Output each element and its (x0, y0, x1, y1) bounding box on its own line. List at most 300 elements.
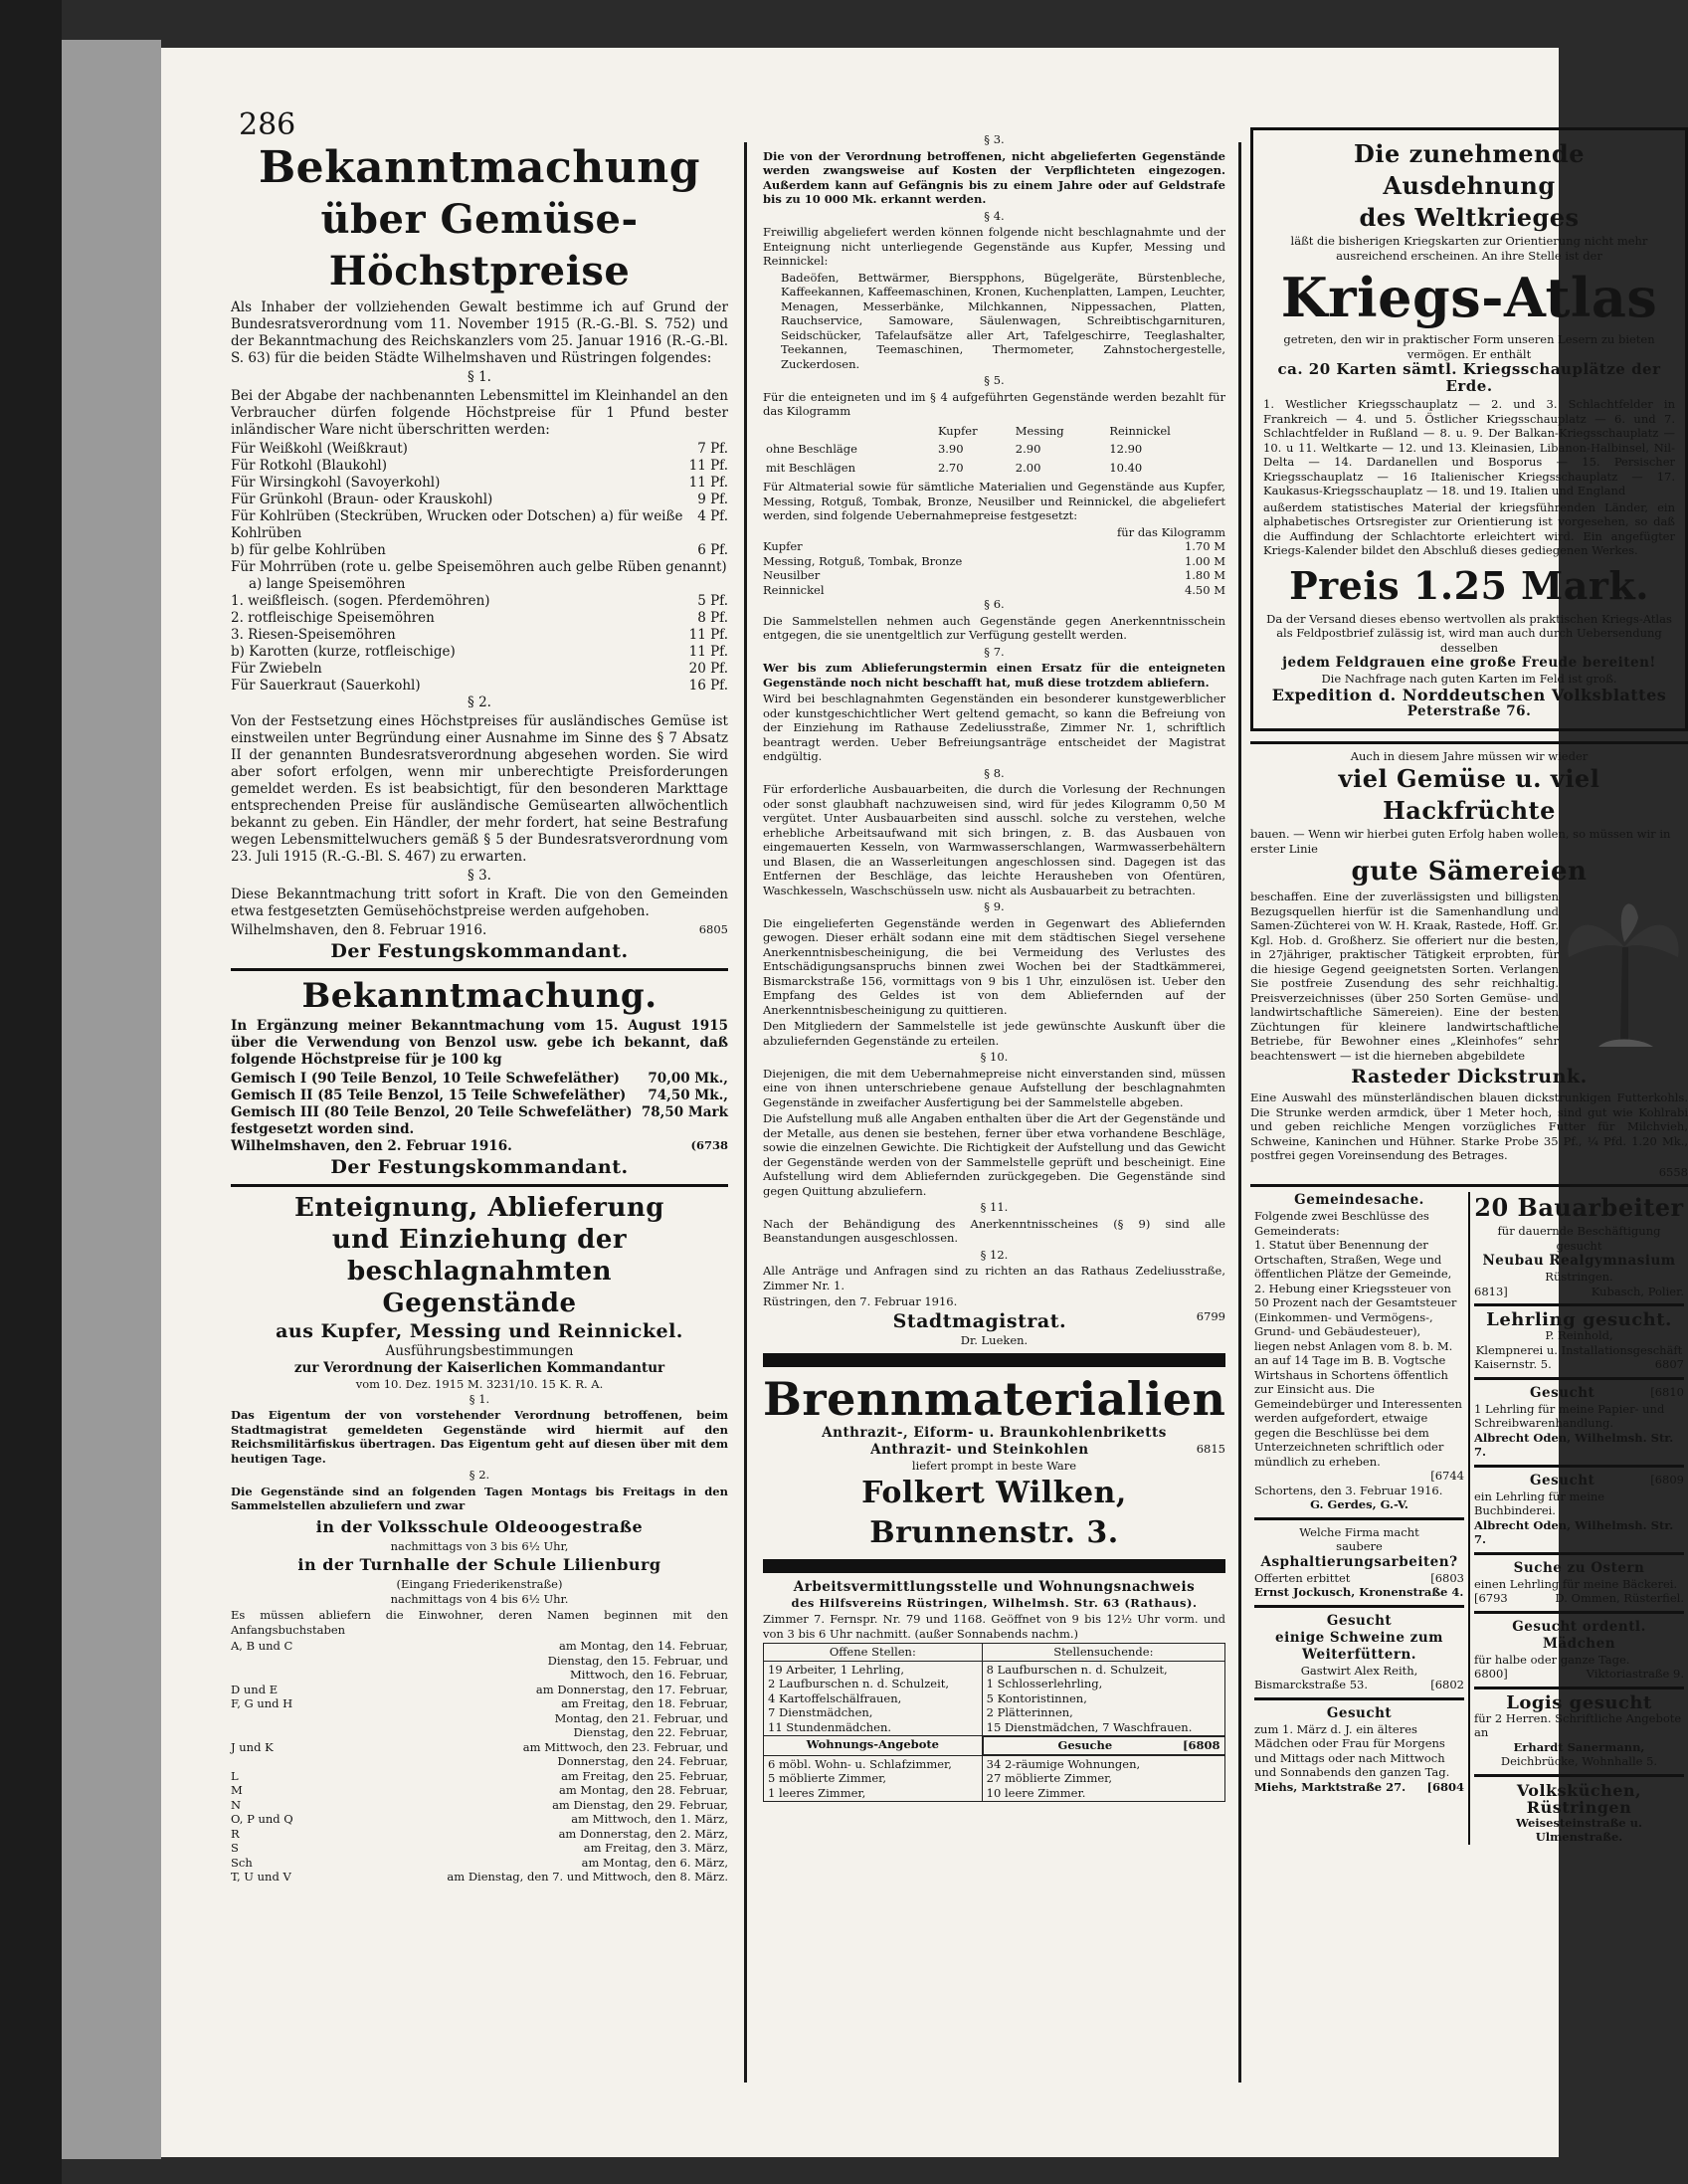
p7: § 7. (984, 644, 1005, 659)
notice-title-2: über Gemüse-Höchstpreise (320, 196, 639, 295)
alt-price-row-label: Messing, Rotguß, Tombak, Bronze (763, 553, 963, 568)
firma-t4: Offerten erbittet (1254, 1570, 1351, 1585)
firma-t3: Asphaltierungsarbeiten? (1260, 1553, 1458, 1570)
letter-row (231, 1856, 728, 1871)
atlas-t3: läßt die bisherigen Kriegskarten zur Orientierung nicht mehr ausreichend erscheinen. An ihre Stelle ist der (1290, 234, 1648, 263)
p11-text: Nach der Behändigung des Anerkenntnisscheines (§ 9) sind alle Beanstandungen ausgeschlossen. (763, 1216, 1225, 1245)
p5-cell: Messing (1015, 423, 1064, 438)
price-list (231, 441, 728, 559)
md-t3: Miehs, Marktstraße 27. (1254, 1779, 1407, 1794)
location-1: in der Volksschule Oldeoogestraße (315, 1516, 644, 1536)
column-rule-2 (1238, 142, 1241, 2083)
price-row-label: 2. rotfleischige Speisemöhren (231, 610, 435, 626)
p5-cell: 10.40 (1109, 460, 1143, 475)
letter-row-value: am Freitag, den 25. Februar, (561, 1768, 728, 1783)
ges-num-1: [6810 (1650, 1384, 1684, 1399)
wohn-off (764, 1755, 983, 1802)
letter-row-value: Donnerstag, den 24. Februar, (557, 1754, 728, 1768)
notice2-text: In Ergänzung meiner Bekanntmachung vom 15. August 1915 über die Verwendung von Benzol usw. gebe ich bekannt, daß folgende Höchstpreise für je 100 kg (231, 1018, 728, 1068)
e-section-2: § 2. (469, 1468, 490, 1482)
atlas-t2: des Weltkrieges (1359, 203, 1580, 232)
price-row-value: 11 Pf. (688, 475, 728, 491)
section-1-text: Bei der Abgabe der nachbenannten Lebensmittel im Kleinhandel an den Verbraucher dürfen folgende Höchstpreise für 1 Pfund bester inländischer Ware nicht überschritten werden: (231, 388, 728, 438)
wohn-seek-item: 27 möblierte Zimmer, (986, 1771, 1113, 1785)
benzol-row-value: 70,00 Mk., (648, 1071, 728, 1087)
letter-row-value: am Dienstag, den 7. und Mittwoch, den 8. März. (447, 1870, 728, 1884)
expropriation-title-2: und Einziehung der beschlagnahmten (331, 1225, 628, 1287)
letter-row-label: A, B und C (231, 1639, 293, 1653)
gem-t5: Rasteder Dickstrunk. (1351, 1066, 1588, 1088)
seek-head: Stellensuchende: (982, 1644, 1224, 1662)
p5-cell: Reinnickel (1109, 423, 1171, 438)
letter-row-value: am Montag, den 6. März, (581, 1855, 728, 1870)
price-row (231, 542, 728, 559)
newspaper-page (161, 48, 1688, 2157)
seek-item: 2 Plätterinnen, (986, 1705, 1073, 1719)
section-2: § 2. (468, 695, 491, 710)
benzol-row-value: 78,50 Mark (641, 1104, 728, 1120)
price-row-value: 6 Pf. (697, 542, 728, 558)
price-row-value: 11 Pf. (688, 627, 728, 643)
wohn-offer-item: 6 möbl. Wohn- u. Schlafzimmer, (768, 1756, 952, 1771)
gm-num: 6800] (1474, 1667, 1508, 1681)
expropriation-title-4: aus Kupfer, Messing und Reinnickel. (276, 1320, 683, 1342)
ges-t3: Albrecht Oden, Wilhelmsh. Str. 7. (1474, 1430, 1674, 1459)
price-row-value: 16 Pf. (688, 678, 728, 694)
letter-row-value: Dienstag, den 15. Februar, und (547, 1653, 728, 1668)
p7-text-2: Wird bei beschlagnahmten Gegenständen ein besonderer kunstgewerblicher oder kunstgeschichtlicher Wert geltend gemacht, so kann die Befreiung von der Einziehung im Rathause Zedeliusstraße, Zimmer Nr. 1, schriftlich beantragt werden. Ueber Befreiungsanträge entscheidet der Magistrat endgültig. (763, 692, 1225, 763)
benzol-row (231, 1088, 728, 1104)
p5-alt-head: für das Kilogramm (1117, 524, 1225, 539)
brenn-num: 6815 (1196, 1442, 1225, 1456)
gem-t2: bauen. — Wenn wir hierbei guten Erfolg haben wollen, so müssen wir in erster Linie (1250, 827, 1671, 856)
arb-sub: des Hilfsvereins Rüstringen, Wilhelmsh. Str. 63 (Rathaus). (791, 1595, 1198, 1610)
p4-list: Badeöfen, Bettwärmer, Bierspphons, Bügelgeräte, Bürstenbleche, Kaffeekannen, Kaffeemaschinen, Kronen, Kuchenplatten, Lampen, Leuchter, Menagen, Messerbänke, Milchkannen, Nippessachen, Platten, Rauchservice, Samoware, Säulenwagen, Schreibtischgarnituren, Seidschücker, Tafelaufsätze aller Art, Tafelgeschirre, Teeglashalter, Teekannen, Teemaschinen, Thermometer, Zahnstochergestelle, Zuckerdosen. (781, 270, 1225, 371)
wohn-head: Wohnungs-Angebote (764, 1736, 983, 1756)
mohr-title: Für Mohrrüben (rote u. gelbe Speisemöhren auch gelbe Rüben genannt) (231, 559, 727, 575)
lg-t4: Deichbrücke, Wohnhalle 5. (1500, 1754, 1658, 1768)
price-row (231, 441, 728, 458)
seek-rows (982, 1661, 1224, 1736)
section-3-text: Diese Bekanntmachung tritt sofort in Kraft. Die von den Gemeinden etwa festgesetzten Gemüsehöchstpreise werden aufgehoben. (231, 887, 728, 919)
vk-t1: Volksküchen, Rüstringen (1516, 1780, 1642, 1817)
p5-cell: 2.90 (1015, 442, 1041, 456)
column-middle (763, 132, 1225, 2083)
p5-cell: 2.00 (1015, 460, 1041, 475)
section-1: § 1. (468, 369, 491, 385)
offer-item: 4 Kartoffelschälfrauen, (768, 1690, 902, 1705)
lehr-t2: P. Reinhold, (1545, 1328, 1613, 1342)
ba-name: Kubasch, Polier. (1591, 1284, 1684, 1298)
alt-price-row-value: 1.00 M (1184, 553, 1225, 568)
e-section-1-text: Das Eigentum der von vorstehender Verordnung betroffenen, beim Stadtmagistrat gemeldeten Gegenstände wird hiermit auf den Reichsmilitärfiskus übertragen. Das Eigentum geht auf diesen über mit dem heutigen Tage. (231, 1408, 728, 1466)
benzol-row (231, 1104, 728, 1121)
price-row-label: b) für gelbe Kohlrüben (231, 542, 386, 558)
letter-row-label: T, U und V (231, 1870, 291, 1884)
p8-text: Für erforderliche Ausbauarbeiten, die durch die Vorlesung der Rechnungen oder sonst glaubhaft nachzuweisen sind, wird für jedes Kilogramm 0,50 M vergütet. Unter Ausbauarbeiten sind ausschl. solche zu verstehen, welche erhebliche Arbeitsaufwand mit sich bringen, z. B. das Ausbauen von eingemauerten Kesseln, von Warmwasserschlangen, Warmwasserbehältern und Blasen, die an Wasserleitungen angeschlossen sind. Dagegen ist das Entfernen der Beschläge, das leichte Herausheben von Ofentüren, Waschkesseln, Waschschüsseln usw. nicht als Ausbauarbeit zu betrachten. (763, 782, 1225, 897)
p5-alt: Für Altmaterial sowie für sämtliche Materialien und Gegenstände aus Kupfer, Messing, Rotguß, Tombak, Bronze, Neusilber und Reinnickel, die abgeliefert werden, sind folgende Uebernahmepreise festgesetzt: (763, 480, 1225, 522)
gem-t0: Auch in diesem Jahre müssen wir wieder (1350, 748, 1589, 763)
offer-item: 7 Dienstmädchen, (768, 1705, 873, 1719)
p5-alt-list (763, 539, 1225, 597)
atlas-t8: jedem Feldgrauen eine große Freude bereiten! (1282, 655, 1656, 671)
section-3: § 3. (468, 868, 491, 884)
location-2-time: nachmittags von 4 bis 6½ Uhr. (390, 1591, 569, 1606)
brenn-name: Folkert Wilken, Brunnenstr. 3. (861, 1475, 1127, 1550)
letter-row (231, 1827, 728, 1842)
ad-number-2: (6738 (690, 1138, 728, 1152)
p12: § 12. (980, 1247, 1009, 1262)
lehr-t3: Klempnerei u. Installationsgeschäft (1475, 1342, 1683, 1357)
signature-place-2: Wilhelmshaven, den 2. Februar 1916. (231, 1138, 512, 1154)
price-row-label: 1. weißfleisch. (sogen. Pferdemöhren) (231, 593, 490, 609)
schw-t3: Weiterfüttern. (1301, 1646, 1417, 1663)
ba-t4: Rüstringen. (1545, 1270, 1613, 1284)
alt-price-row (763, 583, 1225, 598)
wohn-num: [6808 (1183, 1738, 1220, 1752)
letter-row-value: am Donnerstag, den 2. März, (558, 1826, 728, 1841)
price-row-label: Für Zwiebeln (231, 661, 322, 677)
location-1-time: nachmittags von 3 bis 6½ Uhr, (390, 1538, 569, 1553)
atlas-t6: außerdem statistisches Material der kriegsführenden Länder, ein alphabetisches Ortsregister zur Orientierung ist vorgesehen, so daß die Auffindung der Schlachtorte erleichtert wird. Ein angefügter Kriegs-Kalender bildet den Abschluß dieses gediegenen Werkes. (1263, 499, 1675, 557)
firma-t1: Welche Firma macht (1299, 1524, 1419, 1539)
lehr-num: 6807 (1654, 1357, 1684, 1371)
gm-t1: Gesucht ordentl. Mädchen (1512, 1618, 1646, 1652)
expropriation-sub: Ausführungsbestimmungen (385, 1343, 574, 1359)
letter-row-label: J und K (231, 1739, 274, 1754)
gm-t3: Viktoriastraße 9. (1586, 1667, 1684, 1681)
column-rule-1 (744, 142, 747, 2083)
letter-row-value: am Freitag, den 3. März, (583, 1841, 728, 1855)
p9-text-2: Den Mitgliedern der Sammelstelle ist jede gewünschte Auskunft über die abzuliefernden Gegenstände zu erteilen. (763, 1019, 1225, 1048)
price-row-value: 4 Pf. (697, 508, 728, 524)
location-2: in der Turnhalle der Schule Lilienburg (297, 1555, 661, 1574)
atlas-t9: Die Nachfrage nach guten Karten im Feld ist groß. (1321, 672, 1617, 686)
price-row (231, 627, 728, 644)
price-row (231, 644, 728, 661)
p9: § 9. (984, 899, 1005, 913)
schw-t5: Bismarckstraße 53. (1254, 1678, 1369, 1691)
alt-price-row-value: 1.80 M (1184, 568, 1225, 582)
alt-price-row-label: Kupfer (763, 539, 803, 553)
page-number: 286 (239, 107, 296, 142)
letter-row-value: am Montag, den 14. Februar, (558, 1639, 728, 1653)
letter-row (231, 1841, 728, 1856)
letter-row-label: R (231, 1826, 240, 1841)
alt-price-row (763, 554, 1225, 569)
signature-name-2: Der Festungskommandant. (330, 1156, 629, 1178)
price-row-label: b) Karotten (kurze, rotfleischige) (231, 644, 456, 660)
gd-2: 2. Hebung einer Kriegssteuer von 50 Prozent nach der Gesamtsteuer (Einkommen- und Vermögens-, Grund- und Gebäudesteuer), (1254, 1281, 1457, 1338)
column-left (231, 142, 728, 2092)
letter-row (231, 1711, 728, 1726)
price-row (231, 475, 728, 492)
atlas-t5: ca. 20 Karten sämtl. Kriegsschauplätze der Erde. (1277, 360, 1661, 395)
gd-text: Folgende zwei Beschlüsse des Gemeinderats: (1254, 1209, 1429, 1238)
letter-row (231, 1798, 728, 1813)
ges-t2: 1 Lehrling für meine Papier- und Schreibwarenhandlung. (1474, 1401, 1665, 1430)
sig-place: Rüstringen, den 7. Februar 1916. (763, 1294, 958, 1308)
letter-row-value: Dienstag, den 22. Februar, (573, 1725, 728, 1739)
p11: § 11. (980, 1200, 1009, 1214)
p5: § 5. (984, 373, 1005, 387)
letter-row (231, 1740, 728, 1755)
p5-cell: Kupfer (937, 423, 978, 438)
gem-t1: viel Gemüse u. viel Hackfrüchte (1338, 764, 1600, 825)
p5-row (765, 441, 1223, 458)
p6-text: Die Sammelstellen nehmen auch Gegenstände gegen Anerkenntnisschein entgegen, die sie unentgeltlich zur Verfügung gestellt werden. (763, 613, 1225, 642)
p5-cell: mit Beschlägen (766, 460, 855, 475)
benzol-row (231, 1071, 728, 1088)
atlas-t1: Die zunehmende Ausdehnung (1354, 139, 1585, 200)
p10-text-2: Die Aufstellung muß alle Angaben enthalten über die Art der Gegenstände und der Metalle, aus denen sie bestehen, ferner über etwa vorhandene Beschläge, sowie die einzelnen Gewichte. Die Richtigkeit der Aufstellung und das Gewicht der Gegenstände werden von der Sammelstelle geprüft und bescheinigt. Eine Aufstellung wird dem Abliefernden zurückgegeben. Die Gegenstände sind gegen Quittung abzuliefern. (763, 1111, 1225, 1198)
letter-row (231, 1754, 728, 1769)
p10-text: Diejenigen, die mit dem Uebernahmepreise nicht einverstanden sind, müssen eine von ihnen unterschriebene genaue Aufstellung der beschlagnahmten Gegenstände in zweifacher Ausfertigung bei der Sammelstelle abgeben. (763, 1066, 1225, 1109)
letter-row-value: am Dienstag, den 29. Februar, (552, 1797, 728, 1812)
price-row-value: 5 Pf. (697, 593, 728, 609)
signature-name: Der Festungskommandant. (330, 940, 629, 962)
price-row (231, 458, 728, 475)
letter-row-value: Montag, den 21. Februar, und (554, 1710, 728, 1725)
firma-t5: Ernst Jockusch, Kronenstraße 4. (1254, 1585, 1464, 1599)
wohn-offer-item: 1 leeres Zimmer, (768, 1785, 866, 1800)
p5-cell: 12.90 (1109, 442, 1143, 456)
md-t1: Gesucht (1326, 1704, 1393, 1721)
p5-text: Für die enteigneten und im § 4 aufgeführten Gegenstände werden bezahlt für das Kilogramm (763, 389, 1225, 418)
ba-num: 6813] (1474, 1284, 1508, 1298)
price-row-value: 7 Pf. (697, 441, 728, 457)
ges2-t2: ein Lehrling für meine Buchbinderei. (1474, 1489, 1605, 1517)
letters-intro: Es müssen abliefern die Einwohner, deren Namen beginnen mit den Anfangsbuchstaben (231, 1608, 728, 1637)
atlas-t10: Expedition d. Norddeutschen Volksblattes (1271, 685, 1667, 704)
p5-cell: ohne Beschläge (766, 442, 857, 456)
arb-title: Arbeitsvermittlungsstelle und Wohnungsnachweis (793, 1578, 1196, 1595)
gd-num: [6744 (1430, 1469, 1464, 1483)
p4-text: Freiwillig abgeliefert werden können folgende nicht beschlagnahmte und der Enteignung nicht unterliegende Gegenstände aus Kupfer, Messing und Reinnickel: (763, 225, 1225, 268)
letter-row-label: N (231, 1797, 242, 1812)
gem-t3: gute Sämereien (1351, 857, 1588, 887)
p4: § 4. (984, 208, 1005, 223)
e-section-1: § 1. (469, 1391, 490, 1406)
location-2-sub: (Eingang Friederikenstraße) (396, 1577, 563, 1591)
seek-item: 8 Laufburschen n. d. Schulzeit, (986, 1662, 1168, 1677)
ba-t3: Neubau Realgymnasium (1482, 1253, 1676, 1269)
price-row (231, 678, 728, 695)
expropriation-title-3: Gegenstände (382, 1289, 577, 1318)
gd-title: Gemeindesache. (1294, 1192, 1424, 1208)
letter-row (231, 1870, 728, 1885)
p5-cell: 2.70 (937, 460, 964, 475)
seek-item: 5 Kontoristinnen, (986, 1690, 1087, 1705)
firma-t2: saubere (1336, 1539, 1383, 1553)
page-edge (62, 40, 161, 2159)
price-row (231, 661, 728, 678)
benzol-row-label: Gemisch III (80 Teile Benzol, 20 Teile Schwefeläther) (231, 1104, 633, 1120)
p5-table (763, 421, 1225, 479)
seek-item: 15 Dienstmädchen, 7 Waschfrauen. (986, 1719, 1193, 1734)
letter-row (231, 1654, 728, 1669)
letter-row-label: O, P und Q (231, 1812, 293, 1826)
ost-t3: D. Ommen, Rüsterfiel. (1555, 1591, 1684, 1605)
benzol-price-list (231, 1071, 728, 1121)
letter-row (231, 1683, 728, 1697)
letter-row-value: am Freitag, den 18. Februar, (561, 1696, 728, 1710)
atlas-big: Kriegs-Atlas (1280, 266, 1658, 329)
p8: § 8. (984, 765, 1005, 780)
price-row-label: Für Weißkohl (Weißkraut) (231, 441, 408, 457)
signature-place: Wilhelmshaven, den 8. Februar 1916. (231, 922, 487, 938)
p12-text: Alle Anträge und Anfragen sind zu richten an das Rathaus Zedeliusstraße, Zimmer Nr. 1. (763, 1264, 1225, 1292)
wohn-head-2: Gesuche (1057, 1738, 1113, 1752)
letter-row-label: Sch (231, 1855, 253, 1870)
p7-text: Wer bis zum Ablieferungstermin einen Ersatz für die enteigneten Gegenstände noch nicht beschafft hat, muß diese trotzdem abliefern. (763, 661, 1225, 690)
ad-number: 6805 (698, 922, 728, 936)
ba-t2: für dauernde Beschäftigung gesucht (1497, 1224, 1661, 1253)
schw-t1: Gesucht (1326, 1612, 1393, 1629)
letter-row-value: Mittwoch, den 16. Februar, (570, 1668, 728, 1682)
atlas-t7: Da der Versand dieses ebenso wertvollen als praktischen Kriegs-Atlas als Feldpostbrief zulässig ist, wird man auch durch Uebersendung desselben (1266, 611, 1672, 655)
notice-title: Bekanntmachung (258, 142, 701, 193)
notice-intro: Als Inhaber der vollziehenden Gewalt bestimme ich auf Grund der Bundesratsverordnung vom 11. November 1915 (R.-G.-Bl. S. 752) und der Bekanntmachung des Reichskanzlers vom 25. Januar 1916 (R.-G.-Bl. S. 63) für die beiden Städte Wilhelmshaven und Rüstringen folgendes: (231, 299, 728, 366)
wohn-seek-item: 10 leere Zimmer. (986, 1785, 1086, 1800)
price-row-value: 11 Pf. (688, 644, 728, 660)
seek-item: 1 Schlosserlehrling, (986, 1677, 1103, 1690)
price-row (231, 593, 728, 610)
ost-t1: Suche zu Ostern (1513, 1559, 1645, 1576)
plant-illustration (1559, 888, 1688, 1057)
alt-price-row-label: Reinnickel (763, 582, 825, 597)
job-table (763, 1643, 1225, 1802)
letter-row (231, 1769, 728, 1784)
p9-text: Die eingelieferten Gegenstände werden in Gegenwart des Abliefernden gewogen. Dieser erhält sodann eine mit dem städtischen Siegel versehene Anerkenntnisbescheinigung, die bei Vermeidung des Verlustes des Entschädigungsanspruchs binnen zwei Wochen bei der Stadtkämmerei, Bismarckstraße 156, vormittags von 9 bis 1 Uhr, einzulösen ist. Ueber den Empfang des Geldes ist von dem Abliefernden auf der Anerkenntnisbescheinigung zu quittieren. (763, 915, 1225, 1017)
gm-t2: für halbe oder ganze Tage. (1474, 1652, 1630, 1667)
brenn-sub-1: Anthrazit-, Eiform- u. Braunkohlenbriketts (822, 1425, 1167, 1441)
brenn-title: Brennmaterialien (763, 1372, 1226, 1426)
lg-t2: für 2 Herren. Schriftliche Angebote an (1474, 1710, 1682, 1739)
gem-num: 6558 (1658, 1164, 1688, 1179)
alt-price-row (763, 539, 1225, 554)
price-row-label: 3. Riesen-Speisemöhren (231, 627, 396, 643)
lg-t1: Logis gesucht (1506, 1691, 1652, 1713)
gd-3: liegen nebst Anlagen vom 8. b. M. an auf 14 Tage im B. B. Vogtsche Wirtshaus in Schortens öffentlich zur Einsicht aus. Die Gemeindebürger und Interessenten werden aufgefordert, etwaige gegen die Beschlüsse bei dem Unterzeichneten schriftlich oder mündlich zu erheben. (1254, 1338, 1462, 1469)
expropriation-sub-2: zur Verordnung der Kaiserlichen Kommandantur (293, 1360, 665, 1376)
price-row-value: 8 Pf. (697, 610, 728, 626)
offer-item: 11 Stundenmädchen. (768, 1719, 892, 1734)
price-row (231, 610, 728, 627)
section-2-text: Von der Festsetzung eines Höchstpreises für ausländisches Gemüse ist einstweilen unter Begründung einer Ausnahme im Sinne des § 7 Absatz II der genannten Bundesratsverordnung abgesehen worden. Sie wird aber sofort erfolgen, wenn mir unberechtigte Preisforderungen gemeldet werden. Es ist beabsichtigt, für den besonderen Markttage entsprechenden Preise für ausländische Gemüsearten allwöchentlich bekannt zu geben. Ein Händler, der mehr fordert, hat seine Bestrafung wegen Lebensmittelwuchers gemäß § 5 der Bundesratsverordnung vom 23. Juli 1915 (R.-G.-Bl. S. 467) zu erwarten. (231, 713, 728, 865)
letter-row (231, 1725, 728, 1740)
schw-t4: Gastwirt Alex Reith, (1300, 1663, 1418, 1678)
md-num: [6804 (1426, 1779, 1464, 1794)
atlas-price: Preis 1.25 Mark. (1289, 562, 1649, 608)
mohr-a: a) lange Speisemöhren (249, 576, 406, 592)
letter-row-label: L (231, 1768, 239, 1783)
firma-num: [6803 (1430, 1570, 1464, 1585)
benzol-row-value: 74,50 Mk., (648, 1088, 728, 1103)
letter-row-label: D und E (231, 1682, 279, 1696)
notice2-end: festgesetzt worden sind. (231, 1121, 415, 1137)
lehr-t4: Kaisernstr. 5. (1474, 1357, 1552, 1371)
column-right (1250, 127, 1688, 2078)
gem-t6: Eine Auswahl des münsterländischen blauen dickstrunkigen Futterkohls. Die Strunke werden armdick, über 1 Meter hoch, sind gut wie Kohlrabi und geben reichliche Mengen vorzügliches Futter für Milchvieh, Schweine, Kaninchen und Hühner. Starke Probe 35 Pf., ¼ Pfd. 1.20 Mk., postfrei gegen Voreinsendung des Betrages. (1250, 1091, 1688, 1162)
ges2-t1: Gesucht (1529, 1472, 1595, 1489)
price-row-label: Für Grünkohl (Braun- oder Krauskohl) (231, 492, 493, 507)
price-row (231, 508, 728, 542)
letter-row-label: S (231, 1841, 239, 1855)
price-row-value: 11 Pf. (688, 458, 728, 474)
alt-price-row (763, 568, 1225, 583)
sig-person: Dr. Lueken. (960, 1332, 1029, 1347)
p10: § 10. (980, 1050, 1009, 1064)
alt-price-row-value: 1.70 M (1184, 539, 1225, 553)
ges2-t3: Albrecht Oden, Wilhelmsh. Str. 7. (1474, 1517, 1674, 1546)
price-row (231, 492, 728, 508)
ges2-num: [6809 (1650, 1472, 1684, 1487)
ost-t2: einen Lehrling für meine Bäckerei. (1474, 1576, 1678, 1591)
atlas-t4: getreten, den wir in praktischer Form unseren Lesern zu bieten vermögen. Er enthält (1283, 332, 1655, 361)
price-row-label: Für Kohlrüben (Steckrüben, Wrucken oder Dotschen) a) für weiße Kohlrüben (231, 508, 683, 541)
off-rows (764, 1661, 983, 1736)
gd-name: G. Gerdes, G.-V. (1310, 1497, 1408, 1511)
alt-price-row-value: 4.50 M (1184, 582, 1225, 597)
notice2-title: Bekanntmachung. (301, 976, 657, 1016)
atlas-t11: Peterstraße 76. (1407, 702, 1532, 719)
vk-t2: Weisesteinstraße u. Ulmenstraße. (1515, 1815, 1642, 1844)
letter-row-label: M (231, 1783, 243, 1797)
p5-cell (765, 423, 935, 440)
sig-name: Stadtmagistrat. (892, 1309, 1067, 1332)
p3: § 3. (984, 132, 1005, 146)
gd-1: 1. Statut über Benennung der Ortschaften, Straßen, Wege und öffentlichen Plätze der Gemeinde, (1254, 1238, 1452, 1281)
price-row-label: Für Sauerkraut (Sauerkohl) (231, 678, 421, 694)
ges-t1: Gesucht (1529, 1384, 1595, 1401)
arb-info: Zimmer 7. Fernspr. Nr. 79 und 1168. Geöffnet von 9 bis 12½ Uhr vorm. und von 3 bis 6 Uhr nachmitt. (außer Sonnabends nachm.) (763, 1612, 1225, 1641)
letter-row (231, 1696, 728, 1711)
letter-row-value: am Mittwoch, den 23. Februar, und (522, 1739, 728, 1754)
lg-t3: Erhardt Sanermann, (1513, 1739, 1645, 1754)
letter-row-value: am Donnerstag, den 17. Februar, (535, 1682, 728, 1696)
offer-item: 19 Arbeiter, 1 Lehrling, (768, 1662, 905, 1677)
price-row-label: Für Wirsingkohl (Savoyerkohl) (231, 475, 441, 491)
letter-row (231, 1812, 728, 1827)
wohn-seek-item: 34 2-räumige Wohnungen, (986, 1756, 1141, 1771)
benzol-row-label: Gemisch II (85 Teile Benzol, 15 Teile Schwefeläther) (231, 1088, 627, 1103)
price-row-value: 9 Pf. (697, 492, 728, 507)
mohr-price-list (231, 593, 728, 695)
p3-text: Die von der Verordnung betroffenen, nicht abgelieferten Gegenstände werden zwangsweise auf Kosten der Verpflichteten eingezogen. Außerdem kann auf Gefängnis bis zu einem Jahre oder auf Geldstrafe bis zu 10 000 Mk. erkannt werden. (763, 148, 1225, 206)
jobs-ads (1468, 1192, 1688, 1845)
schw-num: [6802 (1430, 1678, 1464, 1691)
lehr-t1: Lehrling gesucht. (1486, 1309, 1672, 1330)
md-t2: zum 1. März d. J. ein älteres Mädchen oder Frau für Morgens und Mittags oder nach Mittwoch und Sonnabends den ganzen Tag. (1254, 1721, 1450, 1779)
letter-row (231, 1639, 728, 1654)
gem-t4: beschaffen. Eine der zuverlässigsten und billigsten Bezugsquellen hierfür ist die Samenhandlung und Samen-Züchterei von W. H. Kraak, Rastede, Hoff. Gr. Kgl. Hob. d. Großherz. Sie offeriert nur die besten, in 27jähriger, praktischer Tätigkeit erprobten, für die hiesige Gegend geeignetsten Sorten. Verlangen Sie postfreie Zusendung des sehr reichhaltig. Preisverzeichnisses (über 250 Sorten Gemüse- und landwirtschaftliche Sämereien). Eine der besten Züchtungen für kleinere landwirtschaftliche Betriebe, für Bewohner eines „Kleinhofes“ sehr beachtenswert — ist die hierneben abgebildete (1250, 890, 1559, 1063)
atlas-ad (1250, 127, 1688, 731)
price-row-value: 20 Pf. (688, 661, 728, 677)
p5-row (765, 423, 1223, 440)
schw-t2: einige Schweine zum (1275, 1629, 1443, 1646)
benzol-row-label: Gemisch I (90 Teile Benzol, 10 Teile Schwefeläther) (231, 1071, 620, 1087)
letter-row (231, 1668, 728, 1683)
letter-row-value: am Mittwoch, den 1. März, (571, 1812, 728, 1826)
wohn-seek (982, 1755, 1224, 1802)
letter-row-value: am Montag, den 28. Februar, (558, 1783, 728, 1797)
off-head: Offene Stellen: (764, 1644, 983, 1662)
offer-item: 2 Laufburschen n. d. Schulzeit, (768, 1677, 950, 1690)
ost-num: [6793 (1474, 1591, 1508, 1605)
letters-schedule (231, 1639, 728, 1885)
wohn-offer-item: 5 möblierte Zimmer, (768, 1771, 887, 1785)
